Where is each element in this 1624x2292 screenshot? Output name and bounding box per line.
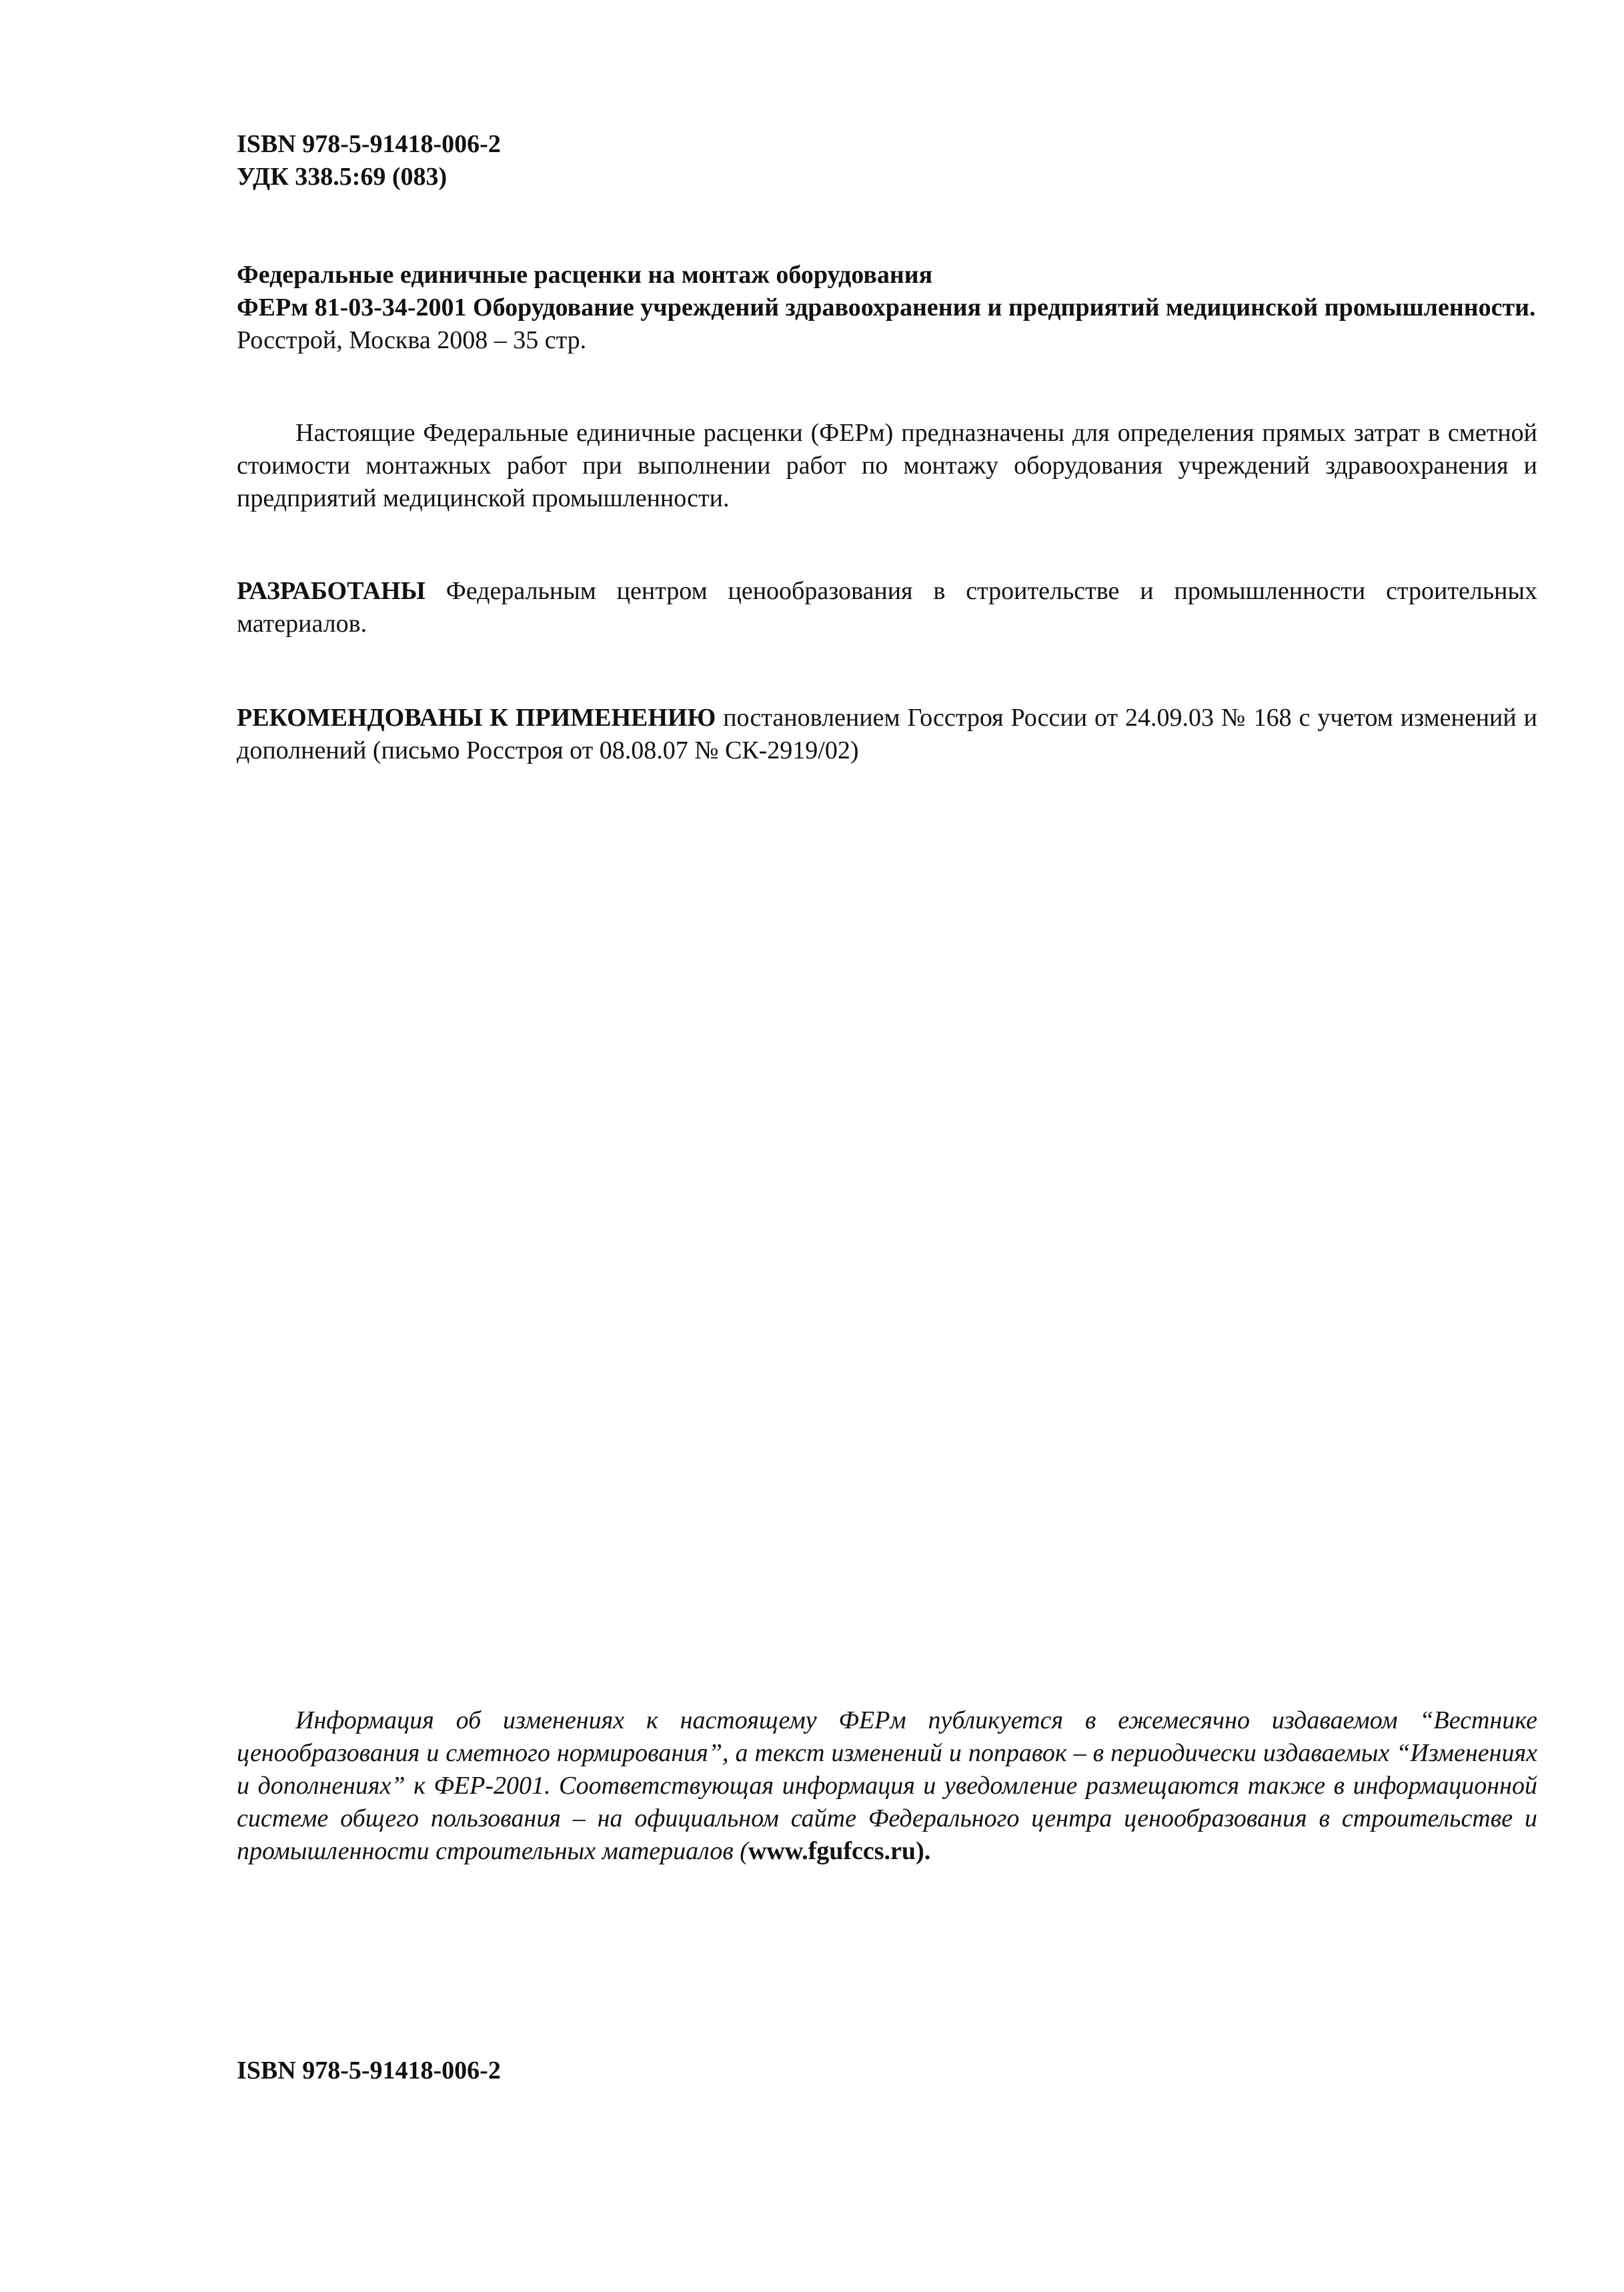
website-link[interactable]: www.fgufccs.ru: [748, 1837, 916, 1865]
title-block: [237, 259, 1537, 357]
title-line-2: ФЕРм 81-03-34-2001 Оборудование учреждений здравоохранения и предприятий медицинской промышленности.: [237, 294, 1536, 322]
recommended-paragraph: [237, 702, 1537, 767]
developed-paragraph: [237, 575, 1537, 640]
info-paragraph: [237, 1704, 1537, 1868]
developed-text: Федеральным центром ценообразования в строительстве и промышленности строительных материалов.: [237, 577, 1537, 638]
isbn-top: ISBN 978-5-91418-006-2: [237, 130, 501, 158]
title-line-1: Федеральные единичные расценки на монтаж оборудования: [237, 261, 933, 289]
developed-label: РАЗРАБОТАНЫ: [237, 577, 426, 605]
info-text: Информация об изменениях к настоящему ФЕРм публикуется в ежемесячно издаваемом “Вестнике ценообразования и сметного нормирования”, а текст изменений и поправок – в периодически издаваемых “Изменениях и дополнениях” к ФЕР-2001. Соответствующая информация и уведомление размещаются также в информационной системе общего пользования – на официальном сайте Федерального центра ценообразования в строительстве и промышленности строительных материалов (: [237, 1706, 1537, 1865]
publisher-line: Росстрой, Москва 2008 – 35 стр.: [237, 326, 587, 354]
isbn-bottom: ISBN 978-5-91418-006-2: [237, 2057, 501, 2085]
recommended-label: РЕКОМЕНДОВАНЫ К ПРИМЕНЕНИЮ: [237, 704, 716, 732]
udk-code: УДК 338.5:69 (083): [237, 163, 448, 191]
purpose-paragraph: Настоящие Федеральные единичные расценки (ФЕРм) предназначены для определения прямых затрат в сметной стоимости монтажных работ при выполнении работ по монтажу оборудования учреждений здравоохранения и предприятий медицинской промышленности.: [237, 419, 1537, 512]
info-tail: ).: [916, 1837, 931, 1865]
recommended-text: постановлением Госстроя России от 24.09.03 № 168 с учетом изменений и дополнений (письмо Росстроя от 08.08.07 № СК-2919/02): [237, 704, 1537, 764]
isbn-udk-block: [237, 128, 1537, 193]
